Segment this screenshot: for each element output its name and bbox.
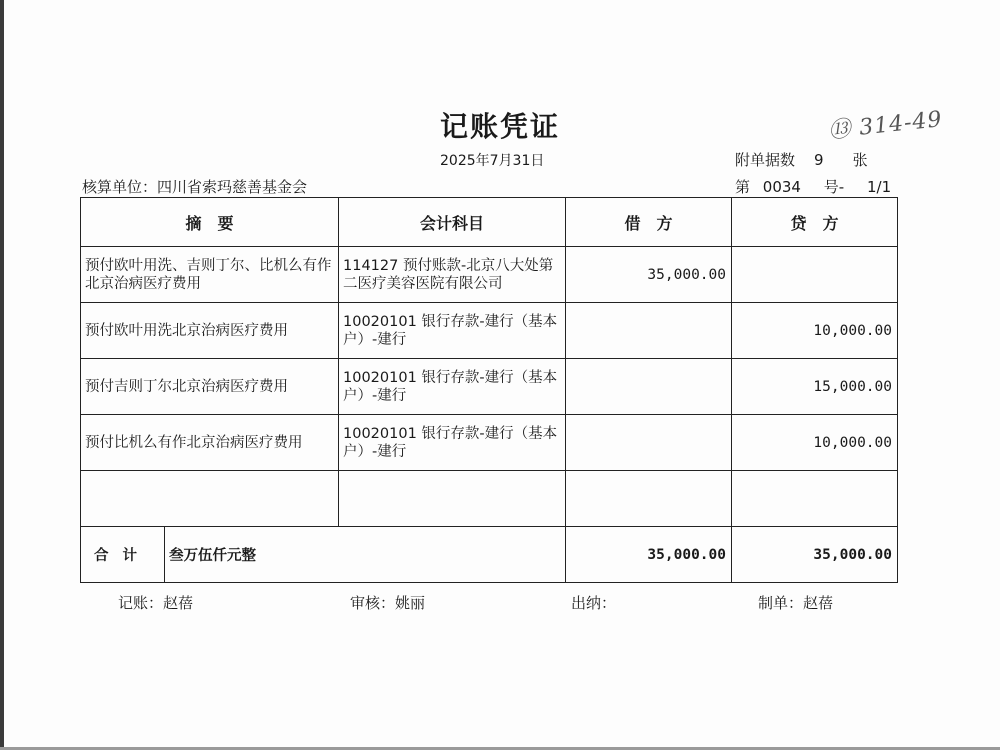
- voucher-number: [735, 176, 891, 197]
- total-label: 合计: [81, 527, 165, 583]
- row-account: 10020101 银行存款-建行（基本户）-建行: [339, 415, 566, 471]
- row-account: [339, 471, 566, 527]
- row-summary: 预付欧叶用洗北京治病医疗费用: [81, 303, 339, 359]
- table-row: [81, 303, 898, 359]
- row-debit: [566, 471, 732, 527]
- bookkeeper-signature: 记账：赵蓓: [118, 594, 194, 612]
- table-total-row: [81, 527, 898, 583]
- attachments-count: 9: [814, 151, 824, 169]
- table-header: [81, 198, 898, 247]
- header-account: 会计科目: [339, 198, 566, 247]
- row-account: 114127 预付账款-北京八大处第二医疗美容医院有限公司: [339, 247, 566, 303]
- row-account: 10020101 银行存款-建行（基本户）-建行: [339, 303, 566, 359]
- row-summary: 预付吉则丁尔北京治病医疗费用: [81, 359, 339, 415]
- unit-name: 四川省索玛慈善基金会: [157, 178, 308, 196]
- row-account: 10020101 银行存款-建行（基本户）-建行: [339, 359, 566, 415]
- row-credit: 10,000.00: [732, 415, 898, 471]
- table-row-empty: [81, 471, 898, 527]
- row-summary: [81, 471, 339, 527]
- number-prefix: 第: [735, 178, 751, 196]
- total-credit: 35,000.00: [732, 527, 898, 583]
- voucher-table: [80, 197, 898, 583]
- total-words: 叁万伍仟元整: [165, 527, 566, 583]
- row-credit: [732, 247, 898, 303]
- row-credit: [732, 471, 898, 527]
- handwritten-note: ⑬ 314-49: [827, 107, 944, 144]
- preparer-signature: 制单：赵蓓: [758, 594, 834, 612]
- header-credit: 贷 方: [732, 198, 898, 247]
- row-summary: 预付比机么有作北京治病医疗费用: [81, 415, 339, 471]
- page-number: 1/1: [866, 178, 892, 196]
- scan-edge-left: [0, 0, 4, 750]
- voucher-title: 记账凭证: [439, 110, 560, 143]
- row-credit: 10,000.00: [732, 303, 898, 359]
- header-summary: 摘 要: [81, 198, 339, 247]
- voucher-date: 2025年7月31日: [440, 153, 545, 169]
- attachments-label: 附单据数: [735, 151, 796, 169]
- row-debit: [566, 415, 732, 471]
- attachments-info: [735, 149, 868, 170]
- total-debit: 35,000.00: [566, 527, 732, 583]
- attachments-unit: 张: [852, 151, 868, 169]
- table-row: [81, 415, 898, 471]
- row-debit: [566, 303, 732, 359]
- row-summary: 预付欧叶用洗、吉则丁尔、比机么有作北京治病医疗费用: [81, 247, 339, 303]
- row-credit: 15,000.00: [732, 359, 898, 415]
- unit-label: 核算单位：: [82, 178, 158, 196]
- accounting-unit: [82, 176, 307, 197]
- header-debit: 借 方: [566, 198, 732, 247]
- table-row: [81, 247, 898, 303]
- number-suffix: 号-: [823, 178, 845, 196]
- table-row: [81, 359, 898, 415]
- number-value: 0034: [762, 178, 801, 196]
- cashier-signature: 出纳：: [571, 594, 617, 612]
- reviewer-signature: 审核：姚丽: [350, 594, 426, 612]
- row-debit: [566, 359, 732, 415]
- row-debit: 35,000.00: [566, 247, 732, 303]
